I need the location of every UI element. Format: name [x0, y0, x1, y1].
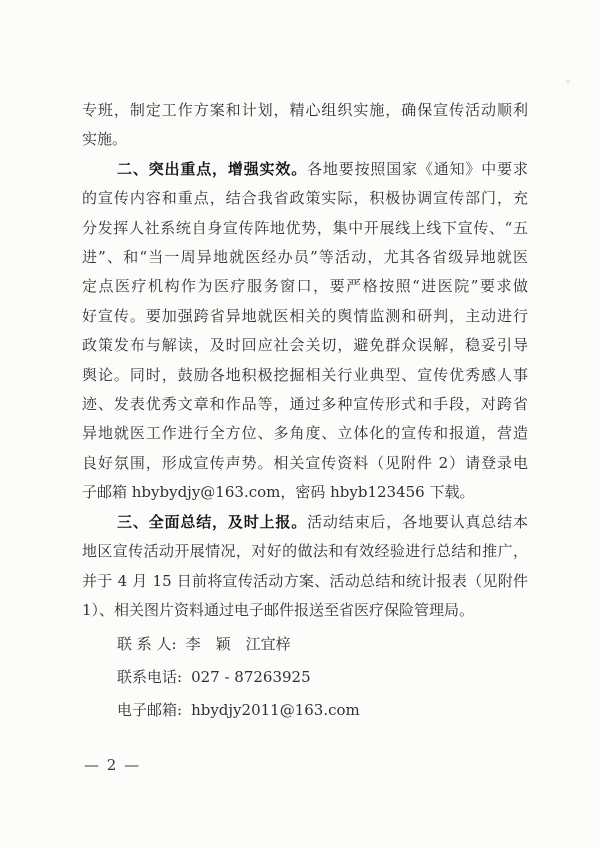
body-line — [82, 596, 528, 625]
line-text: 进”、和“当一周异地就医经办员”等活动，尤其各省级异地就医 — [82, 248, 528, 267]
body-line — [82, 214, 528, 243]
section-heading: 三、全面总结，及时上报。 — [117, 512, 308, 531]
section-heading: 二、突出重点，增强实效。 — [117, 159, 308, 178]
body-line — [82, 419, 528, 448]
body-line — [82, 302, 528, 331]
line-text: 实施。 — [82, 130, 128, 149]
page-number: — 2 — — [84, 756, 141, 774]
body-line — [82, 537, 528, 566]
body-line — [82, 331, 528, 360]
contact-phone-row — [82, 661, 528, 694]
body-line — [82, 390, 528, 419]
body-line — [82, 567, 528, 596]
contact-person-row — [82, 628, 528, 661]
body-line — [82, 243, 528, 272]
body-line — [82, 361, 528, 390]
line-text: 1）、相关图片资料通过电子邮件报送至省医疗保险管理局。 — [82, 600, 475, 619]
body-line — [82, 449, 528, 478]
line-text: 的宣传内容和重点，结合我省政策实际，积极协调宣传部门，充 — [82, 189, 528, 208]
line-text: 异地就医工作进行全方位、多角度、立体化的宣传和报道，营造 — [82, 424, 528, 443]
body-line — [82, 155, 528, 184]
contact-person-label: 联 系 人: — [117, 635, 177, 654]
line-text: 好宣传。要加强跨省异地就医相关的舆情监测和研判，主动进行 — [82, 306, 528, 325]
line-text: 良好氛围，形成宣传声势。相关宣传资料（见附件 2）请登录电 — [82, 453, 528, 472]
contact-email-value: hbydjy2011@163.com — [191, 701, 360, 720]
contact-block — [82, 628, 528, 727]
line-text: 定点医疗机构作为医疗服务窗口，要严格按照“进医院”要求做 — [82, 277, 528, 296]
body-line — [82, 478, 528, 507]
contact-email-label: 电子邮箱: — [117, 701, 183, 720]
line-text: 地区宣传活动开展情况，对好的做法和有效经验进行总结和推广， — [82, 542, 528, 561]
line-text: 各地要按照国家《通知》中要求 — [307, 159, 528, 178]
line-text: 舆论。同时，鼓励各地积极挖掘相关行业典型、宣传优秀感人事 — [82, 365, 528, 384]
scan-artifact — [566, 80, 570, 83]
line-text: 分发挥人社系统自身宣传阵地优势，集中开展线上线下宣传、“五 — [82, 218, 528, 237]
body-line — [82, 125, 528, 154]
contact-phone-label: 联系电话: — [117, 668, 183, 687]
contact-person-value: 李 颖 江宜梓 — [185, 635, 291, 654]
contact-phone-value: 027 - 87263925 — [191, 668, 311, 687]
contact-email-row — [82, 694, 528, 727]
line-text: 专班，制定工作方案和计划，精心组织实施，确保宣传活动顺利 — [82, 101, 528, 119]
body-line — [82, 96, 528, 125]
line-text: 迹、发表优秀文章和作品等，通过多种宣传形式和手段，对跨省 — [82, 395, 528, 414]
line-text: 活动结束后，各地要认真总结本 — [307, 512, 528, 531]
line-text: 子邮箱 hbybydjy@163.com，密码 hbyb123456 下载。 — [82, 483, 475, 502]
document-body — [82, 96, 528, 727]
body-line — [82, 272, 528, 301]
line-text: 并于 4 月 15 日前将宣传活动方案、活动总结和统计报表（见附件 — [82, 571, 528, 590]
body-line — [82, 508, 528, 537]
line-text: 政策发布与解读，及时回应社会关切，避免群众误解，稳妥引导 — [82, 336, 528, 355]
body-line — [82, 184, 528, 213]
